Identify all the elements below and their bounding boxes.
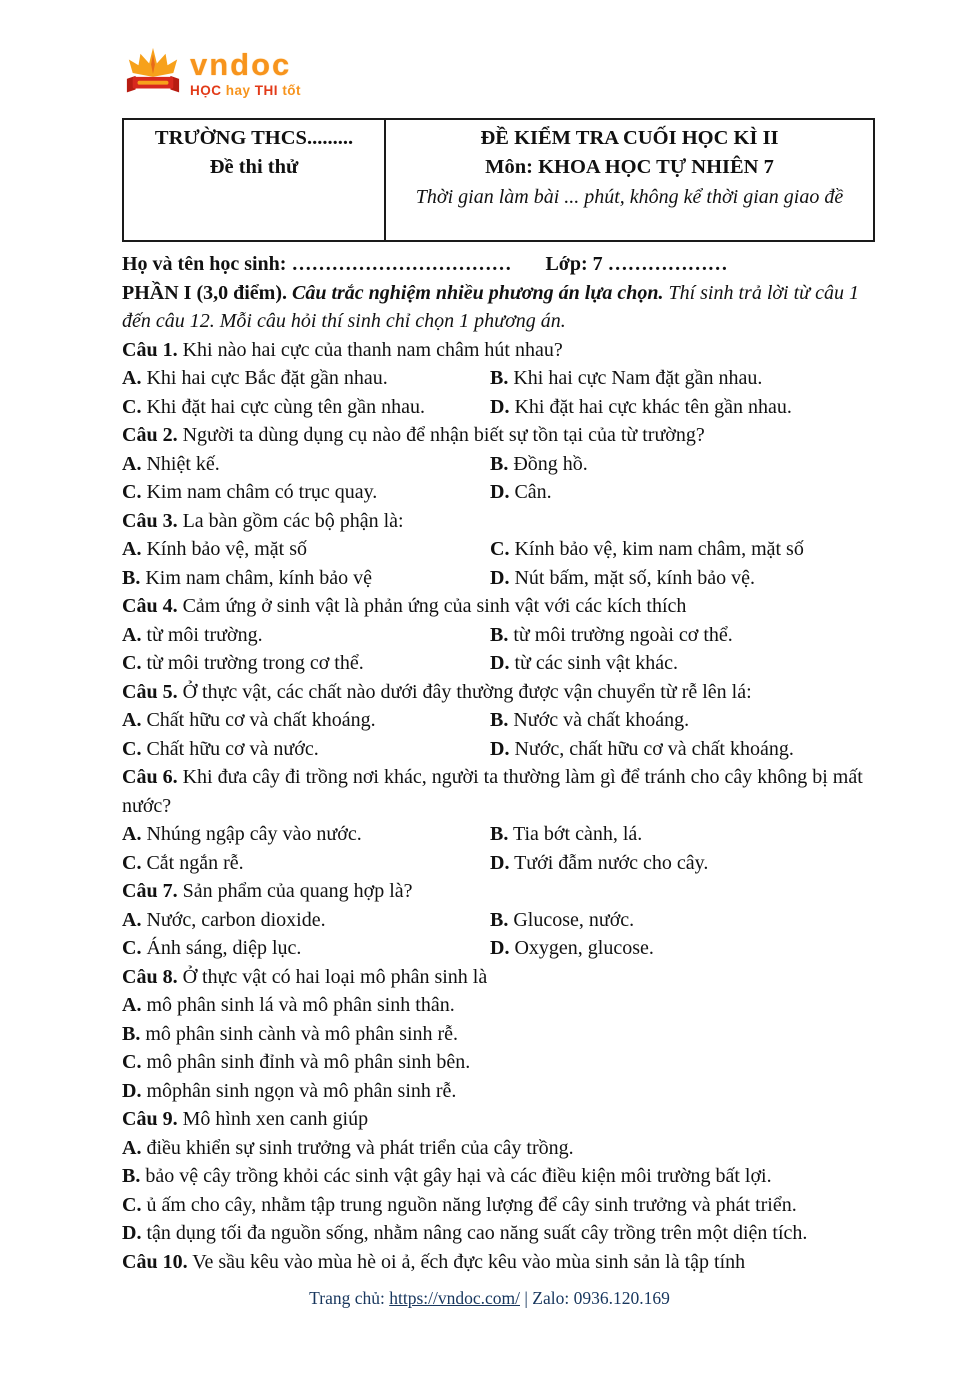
option-d xyxy=(490,649,875,678)
option-text: môphân sinh ngọn và mô phân sinh rễ. xyxy=(146,1079,457,1102)
option-c xyxy=(122,849,490,878)
option-b xyxy=(490,706,875,735)
option-text: từ môi trường ngoài cơ thể. xyxy=(513,623,733,646)
option-text: Kim nam châm có trục quay. xyxy=(146,481,378,503)
question-statement: Ở thực vật, các chất nào dưới đây thường được vận chuyển từ rễ lên lá: xyxy=(182,680,752,703)
option-a xyxy=(122,906,490,935)
school-cell xyxy=(124,120,386,240)
option-text: Cân. xyxy=(514,481,552,503)
option-letter: A. xyxy=(122,994,142,1016)
option-letter: B. xyxy=(122,566,141,589)
exam-type-label: Đề thi thử xyxy=(209,156,299,178)
exam-duration-note: Thời gian làm bài ... phút, không kể thời gian giao đề xyxy=(415,186,844,208)
option-b xyxy=(122,1162,875,1191)
question-number: Câu 5. xyxy=(122,680,178,703)
vndoc-url-link[interactable]: https://vndoc.com/ xyxy=(389,1288,520,1308)
option-text: Kim nam châm, kính bảo vệ xyxy=(145,566,372,589)
option-text: bảo vệ cây trồng khỏi các sinh vật gây hại và các điều kiện môi trường bất lợi. xyxy=(145,1165,772,1187)
question-number: Câu 6. xyxy=(122,766,178,788)
option-c xyxy=(122,934,490,963)
question-text xyxy=(122,336,875,365)
question-3 xyxy=(122,507,875,593)
question-text xyxy=(122,678,875,707)
option-letter: B. xyxy=(490,709,509,731)
part1-heading xyxy=(122,279,875,336)
option-d xyxy=(490,564,875,593)
option-text: Nhúng ngập cây vào nước. xyxy=(146,823,362,845)
question-number: Câu 8. xyxy=(122,965,178,988)
question-statement: La bàn gồm các bộ phận là: xyxy=(182,509,404,532)
question-6 xyxy=(122,763,875,877)
question-statement: Mô hình xen canh giúp xyxy=(182,1108,369,1130)
option-text: Cắt ngắn rễ. xyxy=(146,851,244,874)
option-d xyxy=(490,393,875,422)
option-letter: C. xyxy=(122,481,142,503)
question-text xyxy=(122,421,875,450)
option-letter: B. xyxy=(490,823,509,845)
option-text: mô phân sinh lá và mô phân sinh thân. xyxy=(146,994,455,1016)
part1-title: PHẦN I (3,0 điểm). xyxy=(122,281,287,304)
question-options xyxy=(122,535,875,592)
question-9 xyxy=(122,1105,875,1248)
option-text: Nước, chất hữu cơ và chất khoáng. xyxy=(514,737,794,760)
question-5 xyxy=(122,678,875,764)
option-letter: A. xyxy=(122,823,142,845)
page-footer xyxy=(0,1288,979,1309)
option-text: Kính bảo vệ, mặt số xyxy=(146,538,307,560)
question-1 xyxy=(122,336,875,422)
tagline-hoc: HỌC xyxy=(190,83,222,98)
question-number: Câu 1. xyxy=(122,338,178,361)
option-d xyxy=(490,478,875,507)
option-text: Chất hữu cơ và nước. xyxy=(146,737,319,760)
question-number: Câu 2. xyxy=(122,424,178,446)
question-statement: Khi nào hai cực của thanh nam châm hút nhau? xyxy=(182,338,563,361)
option-text: ủ ấm cho cây, nhằm tập trung nguồn năng lượng để cây sinh trưởng và phát triển. xyxy=(146,1193,797,1216)
option-text: từ các sinh vật khác. xyxy=(514,652,679,674)
option-b xyxy=(490,364,875,393)
option-a xyxy=(122,820,490,849)
option-text: từ môi trường. xyxy=(146,623,263,646)
student-name-dotted-line: …………………………… xyxy=(291,253,512,275)
option-letter: B. xyxy=(490,623,509,646)
footer-separator: | xyxy=(524,1288,528,1308)
option-text: điều khiển sự sinh trưởng và phát triển của cây trồng. xyxy=(146,1136,574,1159)
option-letter: D. xyxy=(122,1079,142,1102)
question-statement: Người ta dùng dụng cụ nào để nhận biết sự tồn tại của từ trường? xyxy=(182,424,705,446)
question-options xyxy=(122,991,875,1105)
option-d xyxy=(122,1219,875,1248)
option-letter: C. xyxy=(122,737,142,760)
option-c xyxy=(122,478,490,507)
vndoc-logo xyxy=(124,46,301,102)
question-number: Câu 4. xyxy=(122,595,178,617)
question-text xyxy=(122,877,875,906)
question-8 xyxy=(122,963,875,1106)
option-text: Nhiệt kế. xyxy=(146,452,220,475)
option-d xyxy=(122,1077,875,1106)
option-b xyxy=(490,621,875,650)
zalo-contact: Zalo: 0936.120.169 xyxy=(532,1288,670,1308)
exam-header-table xyxy=(122,118,875,242)
option-text: Khi đặt hai cực cùng tên gần nhau. xyxy=(146,395,425,418)
option-b xyxy=(122,1020,875,1049)
option-letter: D. xyxy=(490,566,510,589)
option-c xyxy=(122,1191,875,1220)
tagline-tot: tốt xyxy=(282,83,302,98)
option-text: Nước, carbon dioxide. xyxy=(146,908,326,931)
option-letter: B. xyxy=(490,908,509,931)
question-statement: Ở thực vật có hai loại mô phân sinh là xyxy=(182,965,488,988)
option-a xyxy=(122,535,490,564)
option-text: Chất hữu cơ và chất khoáng. xyxy=(146,709,376,731)
option-a xyxy=(122,991,875,1020)
option-text: Nước và chất khoáng. xyxy=(513,709,690,731)
option-a xyxy=(122,1134,875,1163)
question-options xyxy=(122,1134,875,1248)
question-options xyxy=(122,450,875,507)
option-a xyxy=(122,364,490,393)
option-text: Tưới đẫm nước cho cây. xyxy=(514,851,709,874)
option-letter: C. xyxy=(122,652,142,674)
question-number: Câu 7. xyxy=(122,880,178,902)
option-letter: D. xyxy=(490,652,510,674)
question-options xyxy=(122,820,875,877)
option-a xyxy=(122,450,490,479)
option-letter: A. xyxy=(122,1136,142,1159)
option-letter: B. xyxy=(122,1165,141,1187)
option-text: Khi đặt hai cực khác tên gần nhau. xyxy=(514,395,792,418)
tagline-thi: THI xyxy=(254,83,279,98)
question-text xyxy=(122,963,875,992)
option-text: Đồng hồ. xyxy=(513,452,588,475)
class-dotted-line: ……………… xyxy=(607,253,728,275)
option-text: mô phân sinh đỉnh và mô phân sinh bên. xyxy=(146,1051,471,1073)
exam-subject: Môn: KHOA HỌC TỰ NHIÊN 7 xyxy=(485,156,774,178)
question-2 xyxy=(122,421,875,507)
question-10 xyxy=(122,1248,875,1277)
option-b xyxy=(490,820,875,849)
option-a xyxy=(122,621,490,650)
question-text xyxy=(122,1248,875,1277)
option-b xyxy=(490,906,875,935)
option-b xyxy=(490,450,875,479)
option-c xyxy=(122,649,490,678)
option-c xyxy=(122,393,490,422)
option-text: tận dụng tối đa nguồn sống, nhằm nâng cao năng suất cây trồng trên một diện tích. xyxy=(146,1222,808,1244)
option-letter: B. xyxy=(490,367,509,389)
part1-instructions: Thí sinh trả lời từ câu 1 đến câu 12. Mỗi câu hỏi thí sinh chỉ chọn 1 phương án. xyxy=(122,281,859,332)
question-statement: Cảm ứng ở sinh vật là phản ứng của sinh vật với các kích thích xyxy=(182,595,687,617)
option-letter: D. xyxy=(490,937,510,959)
option-d xyxy=(490,934,875,963)
option-c xyxy=(122,1048,875,1077)
question-options xyxy=(122,706,875,763)
option-letter: D. xyxy=(490,481,510,503)
question-number: Câu 3. xyxy=(122,509,178,532)
option-text: mô phân sinh cành và mô phân sinh rễ. xyxy=(145,1022,459,1045)
exam-title-cell xyxy=(386,120,873,240)
option-letter: D. xyxy=(490,851,510,874)
option-text: Khi hai cực Nam đặt gần nhau. xyxy=(513,367,763,389)
option-d xyxy=(490,849,875,878)
option-letter: C. xyxy=(122,1193,142,1216)
option-text: từ môi trường trong cơ thể. xyxy=(146,652,364,674)
document-body xyxy=(122,118,875,1276)
question-options xyxy=(122,364,875,421)
question-options xyxy=(122,621,875,678)
question-statement: Ve sầu kêu vào mùa hè oi ả, ếch đực kêu vào mùa sinh sản là tập tính xyxy=(192,1250,746,1273)
option-letter: A. xyxy=(122,709,142,731)
option-text: Ánh sáng, diệp lục. xyxy=(146,937,302,959)
crown-badge-icon xyxy=(124,46,182,102)
option-letter: C. xyxy=(122,395,142,418)
question-statement: Sản phẩm của quang hợp là? xyxy=(182,880,413,902)
question-4 xyxy=(122,592,875,678)
student-info-line xyxy=(122,250,875,279)
option-letter: B. xyxy=(122,1022,141,1045)
option-letter: D. xyxy=(490,395,510,418)
school-name: TRƯỜNG THCS......... xyxy=(154,127,354,149)
brand-wordmark: vndoc xyxy=(190,47,292,82)
option-letter: A. xyxy=(122,367,142,389)
part1-subtitle: Câu trắc nghiệm nhiều phương án lựa chọn. xyxy=(291,281,664,304)
option-letter: A. xyxy=(122,908,142,931)
class-label: Lớp: 7 xyxy=(545,253,603,275)
question-text xyxy=(122,1105,875,1134)
option-letter: B. xyxy=(490,452,509,475)
tagline-hay: hay xyxy=(225,83,251,98)
option-c xyxy=(122,735,490,764)
option-letter: C. xyxy=(490,538,510,560)
option-d xyxy=(490,735,875,764)
option-letter: A. xyxy=(122,538,142,560)
exam-title: ĐỀ KIỂM TRA CUỐI HỌC KÌ II xyxy=(480,127,779,149)
option-text: Tia bớt cành, lá. xyxy=(512,823,643,845)
option-c xyxy=(490,535,875,564)
option-letter: A. xyxy=(122,452,142,475)
option-letter: C. xyxy=(122,1051,142,1073)
option-text: Nút bấm, mặt số, kính bảo vệ. xyxy=(514,566,755,589)
option-a xyxy=(122,706,490,735)
home-page-label: Trang chủ: xyxy=(309,1288,385,1308)
option-letter: D. xyxy=(490,737,510,760)
question-text xyxy=(122,592,875,621)
question-7 xyxy=(122,877,875,963)
option-letter: A. xyxy=(122,623,142,646)
question-text xyxy=(122,763,875,820)
question-number: Câu 9. xyxy=(122,1108,178,1130)
question-statement: Khi đưa cây đi trồng nơi khác, người ta thường làm gì để tránh cho cây không bị mất nước? xyxy=(122,766,863,817)
question-number: Câu 10. xyxy=(122,1250,188,1273)
question-options xyxy=(122,906,875,963)
option-letter: C. xyxy=(122,937,142,959)
option-b xyxy=(122,564,490,593)
student-name-label: Họ và tên học sinh: xyxy=(122,253,287,275)
option-text: Oxygen, glucose. xyxy=(514,937,654,959)
option-text: Glucose, nước. xyxy=(513,908,635,931)
brand-tagline xyxy=(190,83,301,98)
questions xyxy=(122,336,875,1277)
option-letter: D. xyxy=(122,1222,142,1244)
question-text xyxy=(122,507,875,536)
option-letter: C. xyxy=(122,851,142,874)
option-text: Khi hai cực Bắc đặt gần nhau. xyxy=(146,367,388,389)
logo-text xyxy=(190,46,301,98)
option-text: Kính bảo vệ, kim nam châm, mặt số xyxy=(514,538,804,560)
